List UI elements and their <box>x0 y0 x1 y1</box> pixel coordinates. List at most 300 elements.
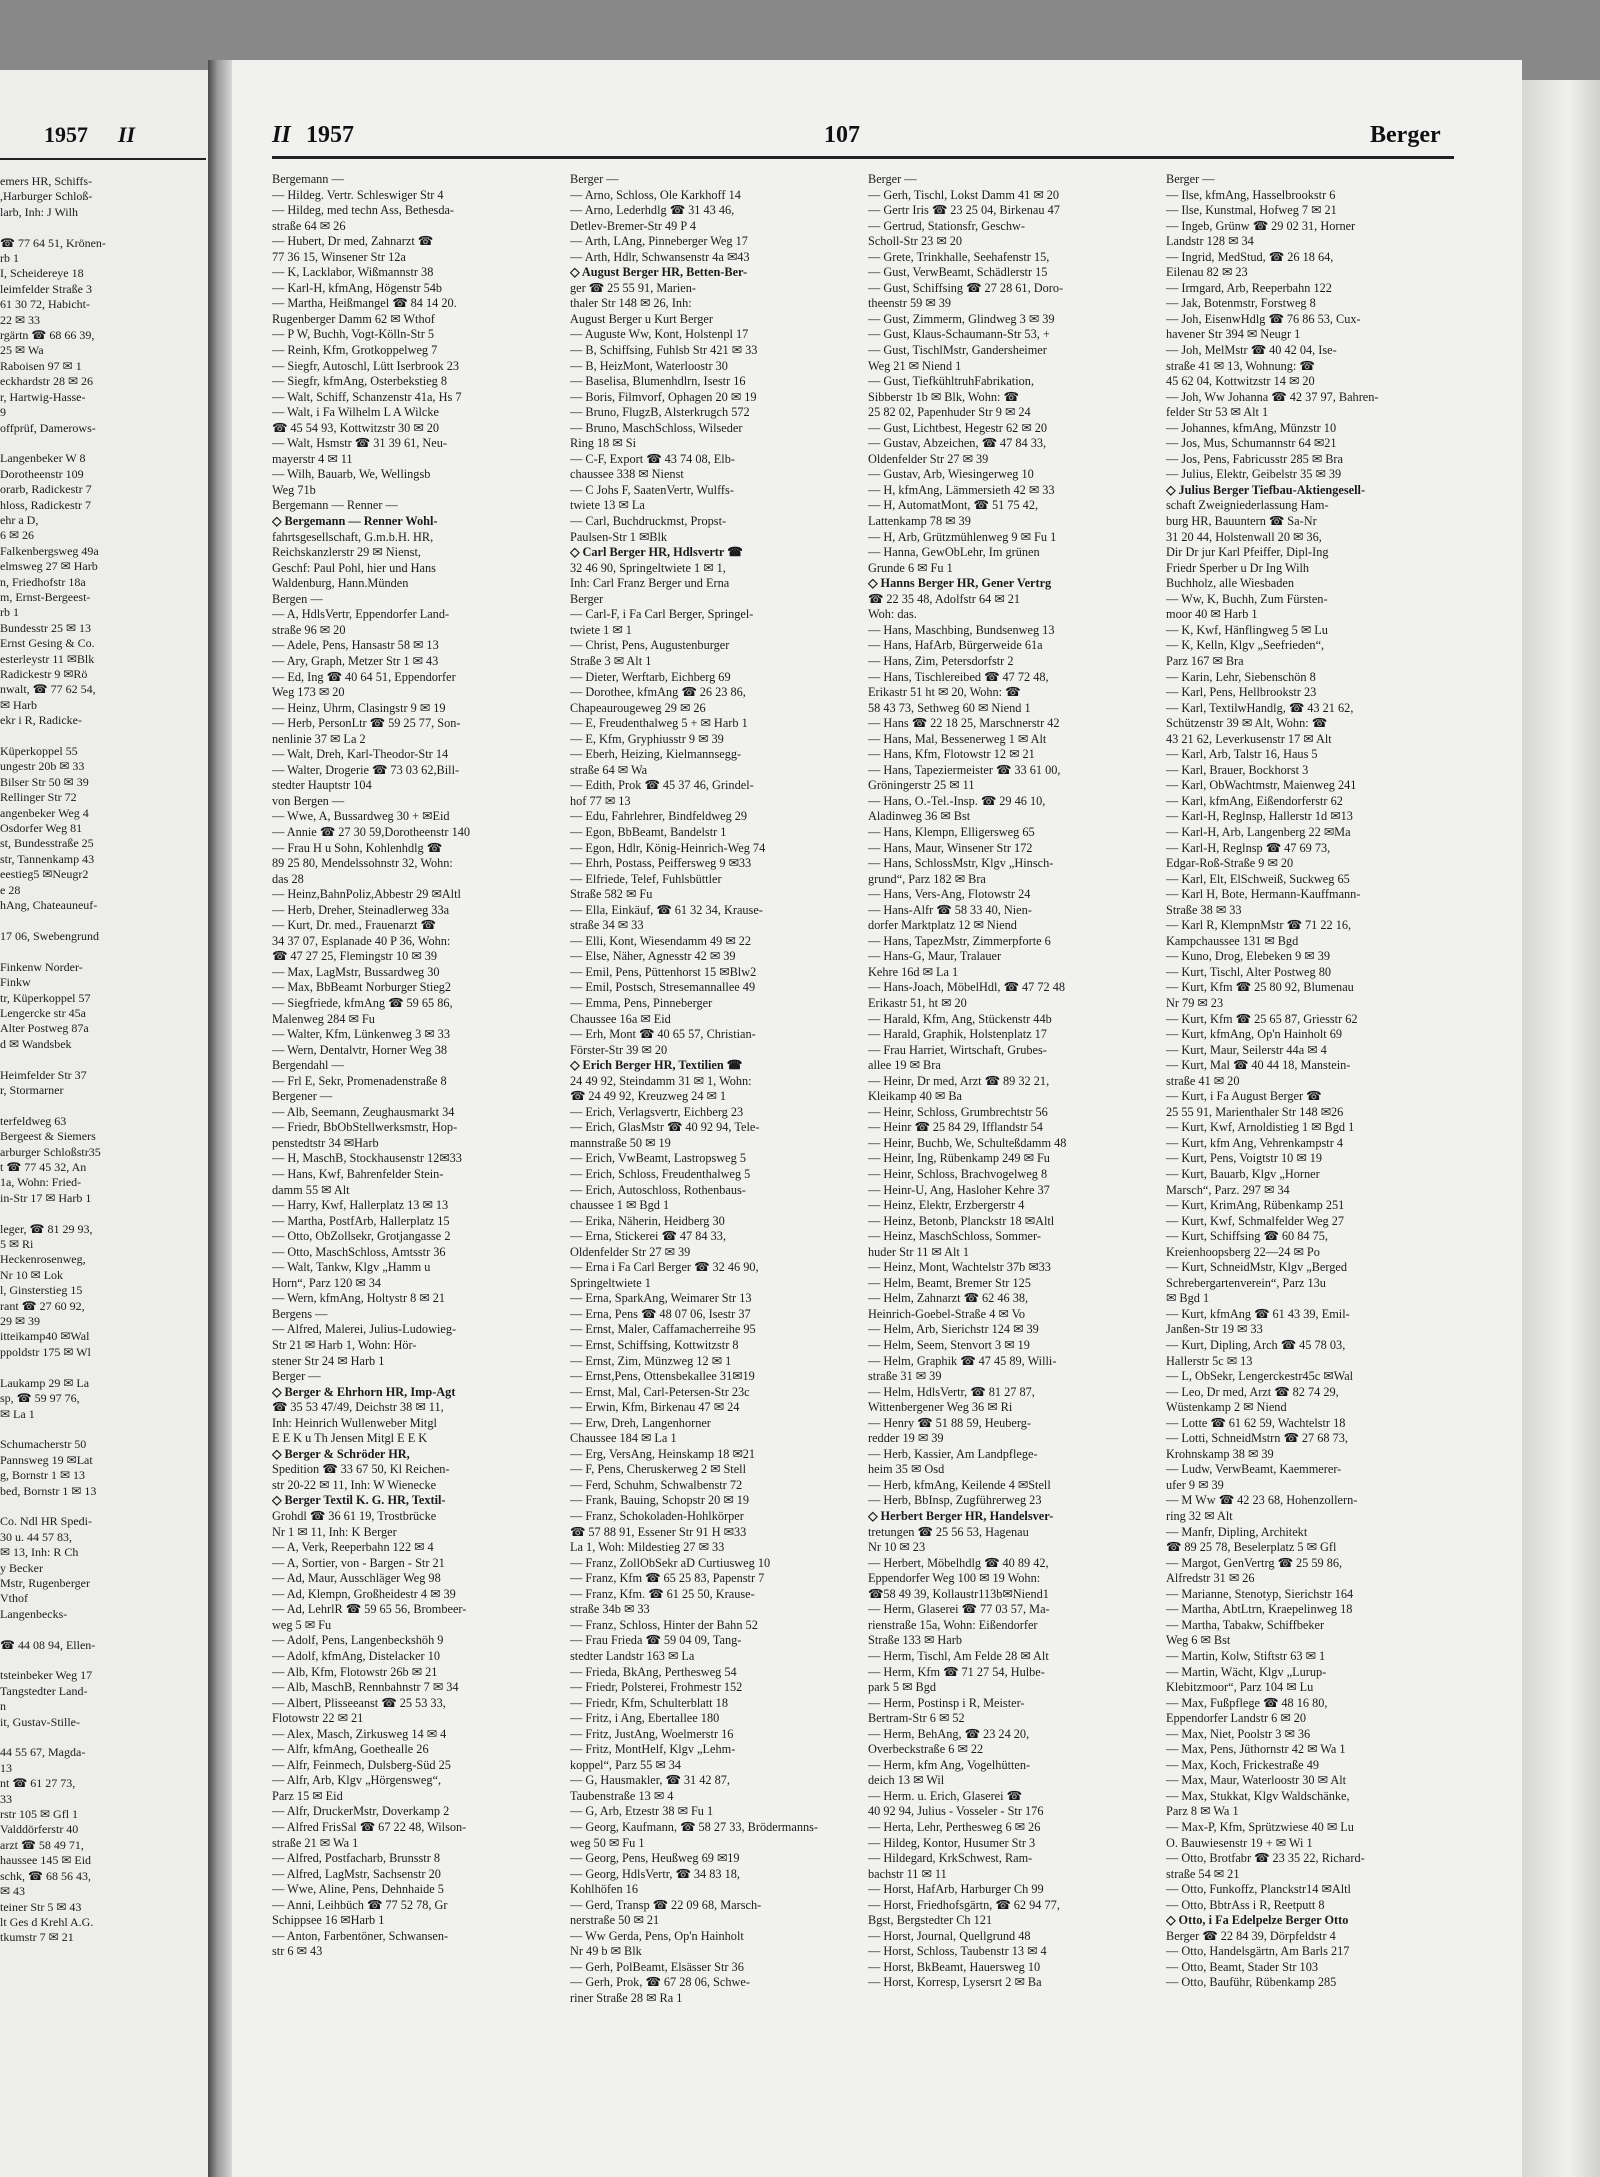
directory-line: Taubenstraße 13 ✉ 4 <box>570 1788 674 1803</box>
directory-line: — Emma, Pens, Pinneberger <box>570 995 713 1010</box>
directory-line: ✉ Bgd 1 <box>1166 1291 1210 1306</box>
directory-line: Tangstedter Land- <box>0 1683 88 1698</box>
directory-line: — Erich, VwBeamt, Lastropsweg 5 <box>570 1151 746 1166</box>
directory-line: — Frau Frieda ☎ 59 04 09, Tang- <box>570 1633 742 1648</box>
directory-line: Weg 71b <box>272 482 316 497</box>
directory-line: — Herm, Postinsp i R, Meister- <box>868 1695 1025 1710</box>
directory-line: ✉ Harb <box>0 697 38 712</box>
directory-line: — Heinz, Uhrm, Clasingstr 9 ✉ 19 <box>272 700 446 715</box>
directory-line: — Wwe, Aline, Pens, Dehnhaide 5 <box>272 1882 444 1897</box>
directory-line: ☎ 35 53 47/49, Deichstr 38 ✉ 11, <box>272 1400 444 1415</box>
directory-line: — Max, Stukkat, Klgv Waldschänke, <box>1166 1788 1350 1803</box>
directory-line: — Gustav, Arb, Wiesingerweg 10 <box>868 467 1034 482</box>
directory-line: — Christ, Pens, Augustenburger <box>570 638 730 653</box>
directory-line: — Heinr-U, Ang, Hasloher Kehre 37 <box>868 1182 1050 1197</box>
directory-line: Nr 10 ✉ Lok <box>0 1267 64 1282</box>
directory-line: — Martin, Wächt, Klgv „Lurup- <box>1166 1664 1327 1679</box>
directory-line: Erikastr 51 ht ✉ 20, Wohn: ☎ <box>868 685 1021 700</box>
directory-line: O. Bauwiesenstr 19 + ✉ Wi 1 <box>1166 1835 1313 1850</box>
directory-line: — Bruno, FlugzB, Alsterkrugch 572 <box>570 405 750 420</box>
directory-line: — Arth, Hdlr, Schwansenstr 4a ✉43 <box>570 249 750 264</box>
directory-line: — Elli, Kont, Wiesendamm 49 ✉ 22 <box>570 933 752 948</box>
directory-line: — Hans, Zim, Petersdorfstr 2 <box>868 653 1014 668</box>
directory-line: nerstraße 50 ✉ 21 <box>570 1913 660 1928</box>
directory-line: Radickestr 9 ✉Rö <box>0 667 88 681</box>
directory-line: straße 96 ✉ 20 <box>272 622 346 637</box>
directory-line: twiete 13 ✉ La <box>570 498 645 513</box>
directory-line: Nr 1 ✉ 11, Inh: K Berger <box>272 1524 397 1539</box>
directory-line: — Horst, BkBeamt, Hauersweg 10 <box>868 1959 1041 1974</box>
directory-line: — Gust, Lichtbest, Hegestr 62 ✉ 20 <box>868 420 1048 435</box>
directory-line: — Erna i Fa Carl Berger ☎ 32 46 90, <box>570 1260 759 1275</box>
directory-line: ☎ 22 35 48, Adolfstr 64 ✉ 21 <box>868 591 1021 606</box>
directory-line: stedter Landstr 163 ✉ La <box>570 1648 695 1663</box>
directory-line: teiner Str 5 ✉ 43 <box>0 1899 82 1914</box>
directory-line: Weg 21 ✉ Niend 1 <box>868 358 962 373</box>
directory-line: Edgar-Roß-Straße 9 ✉ 20 <box>1166 856 1294 871</box>
directory-line: — Herm, Glaserei ☎ 77 03 57, Ma- <box>868 1602 1050 1617</box>
directory-line: 25 82 02, Papenhuder Str 9 ✉ 24 <box>868 405 1031 420</box>
directory-line: — Hildegard, KrkSchwest, Ram- <box>868 1851 1033 1866</box>
directory-line: — Heinz, Mont, Wachtelstr 37b ✉33 <box>868 1260 1051 1275</box>
directory-line: — Wern, Dentalvtr, Horner Weg 38 <box>272 1042 447 1057</box>
directory-line: Kleikamp 40 ✉ Ba <box>868 1089 962 1104</box>
directory-line: straße 41 ✉ 20 <box>1166 1073 1240 1088</box>
directory-line: — Ludw, VerwBeamt, Kaemmerer- <box>1166 1462 1342 1477</box>
directory-line: — Alfr, kfmAng, Goethealle 26 <box>272 1742 429 1757</box>
directory-line: — Arth, LAng, Pinneberger Weg 17 <box>570 234 748 249</box>
directory-line: — B, Schiffsing, Fuhlsb Str 421 ✉ 33 <box>570 343 758 358</box>
directory-line: stener Str 24 ✉ Harb 1 <box>272 1353 385 1368</box>
book-gutter <box>208 60 232 2177</box>
directory-line: nwalt, ☎ 77 62 54, <box>0 682 96 697</box>
directory-line: — Jos, Pens, Fabricusstr 285 ✉ Bra <box>1166 451 1343 466</box>
directory-line: e 28 <box>0 882 21 897</box>
directory-line: n <box>0 1699 6 1714</box>
header-year: 1957 <box>306 122 354 148</box>
directory-line: koppel“, Parz 55 ✉ 34 <box>570 1757 682 1772</box>
directory-line: — Hildeg, Kontor, Husumer Str 3 <box>868 1835 1036 1850</box>
directory-line: Malenweg 284 ✉ Fu <box>272 1011 375 1026</box>
directory-line: — Ad, Maur, Ausschläger Weg 98 <box>272 1571 441 1586</box>
directory-line: r, Stormarner <box>0 1082 64 1097</box>
directory-line: rgärtn ☎ 68 66 39, <box>0 328 95 343</box>
directory-line: — Helm, Seem, Stenvort 3 ✉ 19 <box>868 1338 1030 1353</box>
directory-line: — Lotti, SchneidMstrn ☎ 27 68 73, <box>1166 1431 1349 1446</box>
directory-line: — Frau H u Sohn, Kohlenhdlg ☎ <box>272 840 443 855</box>
directory-line: — M Ww ☎ 42 23 68, Hohenzollern- <box>1166 1493 1358 1508</box>
directory-line: — Hildeg. Vertr. Schleswiger Str 4 <box>272 187 444 202</box>
directory-line: 31 20 44, Holstenwall 20 ✉ 36, <box>1166 529 1322 544</box>
directory-line: — Erna, Pens ☎ 48 07 06, Isestr 37 <box>570 1306 751 1321</box>
directory-line <box>0 1422 206 1437</box>
column-4 <box>1166 172 1451 1991</box>
directory-line: ☎ 57 88 91, Essener Str 91 H ✉33 <box>570 1524 747 1539</box>
directory-line: — Lotte ☎ 61 62 59, Wachtelstr 18 <box>1166 1415 1346 1430</box>
directory-line: Bergemann — <box>272 172 344 186</box>
directory-line: Lattenkamp 78 ✉ 39 <box>868 514 971 529</box>
directory-line: — Gustav, Abzeichen, ☎ 47 84 33, <box>868 436 1047 451</box>
directory-line: Berger <box>570 591 604 606</box>
directory-line: — Ad, Klempn, Großheidestr 4 ✉ 39 <box>272 1586 456 1601</box>
directory-line: — Otto, ObZollsekr, Grotjangasse 2 <box>272 1229 451 1244</box>
directory-line: burg HR, Bauuntern ☎ Sa-Nr <box>1166 514 1317 529</box>
directory-line: — Hans, Vers-Ang, Flotowstr 24 <box>868 887 1031 902</box>
directory-line: Klebitzmoor“, Parz 104 ✉ Lu <box>1166 1680 1314 1695</box>
directory-line: — Helm, Beamt, Bremer Str 125 <box>868 1275 1031 1290</box>
directory-line: Chapeaurougeweg 29 ✉ 26 <box>570 700 706 715</box>
directory-line: — Alb, Seemann, Zeughausmarkt 34 <box>272 1104 455 1119</box>
directory-line: — Arno, Lederhdlg ☎ 31 43 46, <box>570 203 735 218</box>
directory-line: tsteinbeker Weg 17 <box>0 1668 93 1683</box>
directory-line: Paulsen-Str 1 ✉Blk <box>570 529 668 544</box>
directory-line: — K, Kelln, Klgv „Seefrieden“, <box>1166 638 1325 653</box>
directory-line: m, Ernst-Bergeest- <box>0 589 91 604</box>
directory-line: Dir Dr jur Karl Pfeiffer, Dipl-Ing <box>1166 545 1329 560</box>
directory-line: orarb, Radickestr 7 <box>0 482 92 497</box>
directory-line: Straße 38 ✉ 33 <box>1166 902 1242 917</box>
directory-line: ✉ La 1 <box>0 1406 35 1421</box>
directory-line: — H, Arb, Grützmühlenweg 9 ✉ Fu 1 <box>868 529 1057 544</box>
directory-line: von Bergen — <box>272 793 345 808</box>
directory-line: — Gerh, Tischl, Lokst Damm 41 ✉ 20 <box>868 187 1060 202</box>
directory-line: Pannsweg 19 ✉Lat <box>0 1452 93 1467</box>
directory-line: Förster-Str 39 ✉ 20 <box>570 1042 668 1057</box>
directory-line: 24 49 92, Steindamm 31 ✉ 1, Wohn: <box>570 1073 752 1088</box>
directory-line: — Alfred, LagMstr, Sachsenstr 20 <box>272 1866 441 1881</box>
directory-line: terfeldweg 63 <box>0 1113 67 1128</box>
directory-line: arzt ☎ 58 49 71, <box>0 1837 84 1852</box>
directory-line: — Karl-H, Arb, Langenberg 22 ✉Ma <box>1166 824 1351 839</box>
directory-line: — Kurt, Tischl, Alter Postweg 80 <box>1166 964 1331 979</box>
directory-line: — Alfr, Feinmech, Dulsberg-Süd 25 <box>272 1757 451 1772</box>
directory-line: dorfer Marktplatz 12 ✉ Niend <box>868 918 1017 933</box>
directory-line: Parz 8 ✉ Wa 1 <box>1166 1804 1239 1819</box>
directory-line: — Siegfr, Autoschl, Lütt Iserbrook 23 <box>272 358 460 373</box>
directory-line: st, Bundesstraße 25 <box>0 836 94 851</box>
directory-line: — Heinr, Schloss, Brachvogelweg 8 <box>868 1167 1048 1181</box>
directory-line: Finkw <box>0 975 31 990</box>
directory-line: str 20-22 ✉ 11, Inh: W Wienecke <box>272 1477 437 1492</box>
left-page-part: II <box>118 122 136 147</box>
directory-line: — Frau Harriet, Wirtschaft, Grubes- <box>868 1042 1047 1057</box>
directory-line: — Reinh, Kfm, Grotkoppelweg 7 <box>272 343 438 358</box>
directory-line: rb 1 <box>0 605 19 620</box>
directory-line: ,Harburger Schloß- <box>0 189 93 204</box>
directory-line: Overbeckstraße 6 ✉ 22 <box>868 1742 984 1757</box>
right-page <box>232 60 1522 2177</box>
directory-line: — Joh, EisenwHdlg ☎ 76 86 53, Cux- <box>1166 311 1361 326</box>
directory-line: riner Straße 28 ✉ Ra 1 <box>570 1990 683 2005</box>
directory-line: 33 <box>0 1791 12 1806</box>
directory-line: Wittenbergener Weg 36 ✉ Ri <box>868 1400 1013 1415</box>
directory-line: Mstr, Rugenberger <box>0 1575 90 1590</box>
directory-line: — Ingrid, MedStud, ☎ 26 18 64, <box>1166 249 1334 264</box>
directory-line: — Heinr, Buchb, We, Schulteßdamm 48 <box>868 1135 1067 1150</box>
directory-line: deich 13 ✉ Wil <box>868 1773 945 1788</box>
directory-line: — Ferd, Schuhm, Schwalbenstr 72 <box>570 1477 743 1492</box>
directory-line: — Kurt, Pens, Voigtstr 10 ✉ 19 <box>1166 1151 1323 1166</box>
directory-line <box>0 436 206 451</box>
directory-line: — Karl R, KlempnMstr ☎ 71 22 16, <box>1166 918 1352 933</box>
directory-line: — Erich, GlasMstr ☎ 40 92 94, Tele- <box>570 1120 760 1135</box>
directory-line: — Else, Näher, Agnesstr 42 ✉ 39 <box>570 949 736 964</box>
directory-line: — Martha, Heißmangel ☎ 84 14 20. <box>272 296 457 311</box>
directory-line: Schrebergartenverein“, Parz 13u <box>1166 1275 1326 1290</box>
directory-line: Co. Ndl HR Spedi- <box>0 1514 93 1529</box>
directory-line: — Heinz, Betonb, Planckstr 18 ✉Altl <box>868 1213 1055 1228</box>
directory-line: — Harald, Kfm, Ang, Stückenstr 44b <box>868 1011 1052 1026</box>
directory-line: — Herb, BbInsp, Zugführerweg 23 <box>868 1493 1042 1508</box>
directory-line: — Hans, Klempn, Elligersweg 65 <box>868 824 1035 839</box>
directory-line: — Hans, Maur, Winsener Str 172 <box>868 840 1033 855</box>
directory-line: das 28 <box>272 871 304 886</box>
directory-line: ◇ Otto, i Fa Edelpelze Berger Otto <box>1166 1913 1349 1928</box>
directory-line: — L, ObSekr, Lengerckestr45c ✉Wal <box>1166 1369 1354 1384</box>
directory-line: — Gust, TiefkühltruhFabrikation, <box>868 374 1035 389</box>
directory-line: Valddörferstr 40 <box>0 1822 79 1837</box>
directory-line: — Heinr, Schloss, Grumbrechtstr 56 <box>868 1104 1048 1119</box>
directory-line: — Kurt, Mal ☎ 40 44 18, Manstein- <box>1166 1058 1351 1073</box>
directory-line: esterleystr 11 ✉Blk <box>0 651 95 666</box>
directory-line: straße 21 ✉ Wa 1 <box>272 1835 359 1850</box>
directory-line: — Friedr, Polsterei, Frohmestr 152 <box>570 1680 743 1695</box>
directory-line: — Frank, Bauing, Schopstr 20 ✉ 19 <box>570 1493 750 1508</box>
directory-line: mayerstr 4 ✉ 11 <box>272 451 353 466</box>
directory-line: — Gust, VerwBeamt, Schädlerstr 15 <box>868 265 1048 280</box>
directory-line: — Herta, Lehr, Perthesweg 6 ✉ 26 <box>868 1819 1041 1834</box>
directory-line: Eppendorfer Weg 100 ✉ 19 Wohn: <box>868 1571 1041 1586</box>
directory-line: — Otto, Brotfabr ☎ 23 35 22, Richard- <box>1166 1851 1365 1866</box>
directory-line: Woh: das. <box>868 607 917 622</box>
directory-line: rstr 105 ✉ Gfl 1 <box>0 1807 79 1822</box>
directory-line: 25 ✉ Wa <box>0 343 44 358</box>
directory-line: straße 41 ✉ 13, Wohnung: ☎ <box>1166 358 1315 373</box>
directory-line: Straße 582 ✉ Fu <box>570 887 653 902</box>
directory-line: Weg 173 ✉ 20 <box>272 685 345 700</box>
directory-line: ✉ 43 <box>0 1884 26 1899</box>
directory-line: Ernst Gesing & Co. <box>0 636 95 651</box>
directory-line: — Georg, Pens, Heußweg 69 ✉19 <box>570 1851 740 1866</box>
directory-line: — Fritz, i Ang, Ebertallee 180 <box>570 1711 720 1726</box>
directory-line: — Helm, HdlsVertr, ☎ 81 27 87, <box>868 1384 1035 1399</box>
directory-line: — A, Verk, Reeperbahn 122 ✉ 4 <box>272 1540 434 1555</box>
directory-line: Rugenberger Damm 62 ✉ Wthof <box>272 311 435 326</box>
directory-line: nenlinie 37 ✉ La 2 <box>272 731 366 746</box>
directory-line: — Otto, Beamt, Stader Str 103 <box>1166 1959 1318 1974</box>
directory-line: Bergemann — Renner — <box>272 498 398 513</box>
directory-line: Schumacherstr 50 <box>0 1437 87 1452</box>
directory-line: Gröningerstr 25 ✉ 11 <box>868 778 975 793</box>
directory-line: — Ernst, Zim, Münzweg 12 ✉ 1 <box>570 1353 732 1368</box>
directory-line: Ring 18 ✉ Si <box>570 436 636 451</box>
directory-line: — Eberh, Heizing, Kielmannsegg- <box>570 747 742 762</box>
directory-line: Bertram-Str 6 ✉ 52 <box>868 1711 965 1726</box>
directory-line: 13 <box>0 1760 12 1775</box>
directory-line: — Erna, SparkAng, Weimarer Str 13 <box>570 1291 752 1306</box>
directory-line: Berger ☎ 22 84 39, Dörpfeldstr 4 <box>1166 1928 1336 1943</box>
directory-line: — Otto, Funkoffz, Planckstr14 ✉Altl <box>1166 1882 1351 1897</box>
directory-line: straße 54 ✉ 21 <box>1166 1866 1240 1881</box>
directory-line: Parz 15 ✉ Eid <box>272 1788 343 1803</box>
directory-line: mannstraße 50 ✉ 19 <box>570 1135 671 1150</box>
directory-line: Berger — <box>272 1369 321 1384</box>
directory-line: Schützenstr 39 ✉ Alt, Wohn: ☎ <box>1166 716 1328 731</box>
directory-line: Alter Postweg 87a <box>0 1021 89 1036</box>
directory-line: ☎58 49 39, Kollaustr113b✉Niend1 <box>868 1586 1049 1601</box>
directory-line: — Hildeg, med techn Ass, Bethesda- <box>272 203 455 218</box>
directory-line: La 1, Woh: Mildestieg 27 ✉ 33 <box>570 1540 725 1555</box>
directory-line: — Helm, Zahnarzt ☎ 62 46 38, <box>868 1291 1029 1306</box>
directory-line: — K, Lacklabor, Wißmannstr 38 <box>272 265 434 280</box>
directory-line: — Herm, Tischl, Am Felde 28 ✉ Alt <box>868 1648 1049 1663</box>
directory-line: — Alfred, Postfacharb, Brunsstr 8 <box>272 1851 441 1866</box>
directory-line: 58 43 73, Sethweg 60 ✉ Niend 1 <box>868 700 1031 715</box>
directory-line: — Horst, Friedhofsgärtn, ☎ 62 94 77, <box>868 1897 1060 1912</box>
directory-line: ◇ Berger & Schröder HR, <box>272 1446 410 1461</box>
directory-line: r, Hartwig-Hasse- <box>0 389 86 404</box>
directory-line: — Helm, Graphik ☎ 47 45 89, Willi- <box>868 1353 1057 1368</box>
directory-line: arburger Schloßstr35 <box>0 1144 101 1159</box>
right-page-header <box>232 122 1522 158</box>
directory-line: — Kurt, i Fa August Berger ☎ <box>1166 1089 1322 1104</box>
directory-line: Heinrich-Goebel-Straße 4 ✉ Vo <box>868 1306 1026 1321</box>
directory-line: allee 19 ✉ Bra <box>868 1058 941 1073</box>
directory-line: — Gust, Zimmerm, Glindweg 3 ✉ 39 <box>868 311 1055 326</box>
directory-line: y Becker <box>0 1560 43 1575</box>
directory-line: Springeltwiete 1 <box>570 1275 651 1290</box>
directory-line: — Martha, AbtLtrn, Kraepelinweg 18 <box>1166 1602 1353 1617</box>
directory-line: Finkenw Norder- <box>0 959 83 974</box>
directory-line: tkumstr 7 ✉ 21 <box>0 1930 74 1945</box>
directory-line: — Henry ☎ 51 88 59, Heuberg- <box>868 1415 1031 1430</box>
directory-line: — Gerh, Prok, ☎ 67 28 06, Schwe- <box>570 1975 750 1990</box>
directory-line: Chaussee 16a ✉ Eid <box>570 1011 671 1026</box>
directory-line: ☎ 44 08 94, Ellen- <box>0 1637 96 1652</box>
directory-line: — Adolf, Pens, Langenbeckshöh 9 <box>272 1633 444 1648</box>
directory-line: Grohdl ☎ 36 61 19, Trostbrücke <box>272 1509 437 1524</box>
directory-line: August Berger u Kurt Berger <box>570 311 713 326</box>
directory-line: — Harald, Graphik, Holstenplatz 17 <box>868 1027 1047 1042</box>
directory-line: — Carl, Buchdruckmst, Propst- <box>570 514 727 529</box>
directory-line: — Franz, Schloss, Hinter der Bahn 52 <box>570 1617 758 1632</box>
directory-line: — Adele, Pens, Hansastr 58 ✉ 13 <box>272 638 439 653</box>
directory-line: Nr 79 ✉ 23 <box>1166 995 1224 1010</box>
directory-line: — Otto, Handelsgärtn, Am Barls 217 <box>1166 1944 1350 1959</box>
left-page <box>0 70 208 2177</box>
directory-line: Weg 6 ✉ Bst <box>1166 1633 1231 1648</box>
directory-line: — Kurt, kfmAng ☎ 61 43 39, Emil- <box>1166 1306 1350 1321</box>
directory-line: straße 31 ✉ 39 <box>868 1369 942 1384</box>
directory-line: — Karl, Elt, ElSchweiß, Suckweg 65 <box>1166 871 1350 886</box>
directory-line: — Herb, kfmAng, Keilende 4 ✉Stell <box>868 1477 1051 1492</box>
directory-line: Eppendorfer Landstr 6 ✉ 20 <box>1166 1711 1307 1726</box>
directory-line: havener Str 394 ✉ Neugr 1 <box>1166 327 1301 342</box>
directory-line: itteikamp40 ✉Wal <box>0 1329 90 1344</box>
directory-line: weg 5 ✉ Fu <box>272 1617 332 1632</box>
directory-line: — A, HdlsVertr, Eppendorfer Land- <box>272 607 450 622</box>
directory-line: 30 u. 44 57 83, <box>0 1529 72 1544</box>
directory-line: ungestr 20b ✉ 33 <box>0 759 85 774</box>
directory-line: straße 34b ✉ 33 <box>570 1602 650 1617</box>
directory-line <box>0 220 206 235</box>
directory-line: — Horst, Journal, Quellgrund 48 <box>868 1928 1031 1943</box>
directory-line <box>0 1206 206 1221</box>
directory-line: Inh: Carl Franz Berger und Erna <box>570 576 730 591</box>
directory-line: — Kurt, Kwf, Arnoldistieg 1 ✉ Bgd 1 <box>1166 1120 1355 1135</box>
directory-line: bachstr 11 ✉ 11 <box>868 1866 947 1881</box>
directory-line: Küperkoppel 55 <box>0 744 78 759</box>
directory-line: — Karl, ObWachtmstr, Maienweg 241 <box>1166 778 1357 793</box>
directory-line: — Erich, Schloss, Freudenthalweg 5 <box>570 1167 751 1181</box>
directory-line: — Hans ☎ 22 18 25, Marschnerstr 42 <box>868 716 1060 731</box>
directory-line: — Max, Maur, Waterloostr 30 ✉ Alt <box>1166 1773 1347 1788</box>
directory-line: 89 25 80, Mendelssohnstr 32, Wohn: <box>272 856 453 871</box>
directory-line: — Kurt, Kwf, Schmalfelder Weg 27 <box>1166 1213 1345 1228</box>
directory-line: fahrtsgesellschaft, G.m.b.H. HR, <box>272 529 434 544</box>
directory-line: felder Str 53 ✉ Alt 1 <box>1166 405 1269 420</box>
directory-line: Falkenbergsweg 49a <box>0 543 99 558</box>
directory-line: leimfelder Straße 3 <box>0 281 92 296</box>
directory-line <box>0 1730 206 1745</box>
directory-line: Janßen-Str 19 ✉ 33 <box>1166 1322 1263 1337</box>
directory-line: — Herm, BehAng, ☎ 23 24 20, <box>868 1726 1030 1741</box>
directory-line: — Ary, Graph, Metzer Str 1 ✉ 43 <box>272 653 439 668</box>
directory-line: — Kurt, Dr. med., Frauenarzt ☎ <box>272 918 436 933</box>
directory-line: 34 37 07, Esplanade 40 P 36, Wohn: <box>272 933 451 948</box>
directory-line: — Emil, Pens, Püttenhorst 15 ✉Blw2 <box>570 964 757 979</box>
directory-line: — Ernst, Maler, Caffamacherreihe 95 <box>570 1322 756 1337</box>
directory-line: Kehre 16d ✉ La 1 <box>868 964 959 979</box>
directory-line: — Hans, Maschbing, Bundsenweg 13 <box>868 622 1055 637</box>
directory-line: — Karl-H, Reglnsp, Hallerstr 1d ✉13 <box>1166 809 1353 824</box>
directory-line: leger, ☎ 81 29 93, <box>0 1221 93 1236</box>
directory-line: — Gust, Schiffsing ☎ 27 28 61, Doro- <box>868 280 1064 295</box>
directory-line: — Kurt, Schiffsing ☎ 60 84 75, <box>1166 1229 1328 1244</box>
directory-line: — Grete, Trinkhalle, Seehafenstr 15, <box>868 249 1050 264</box>
directory-line: ☎ 77 64 51, Krönen- <box>0 235 106 250</box>
directory-line: Friedr Sperber u Dr Ing Wilh <box>1166 560 1310 575</box>
directory-line: — Gerd, Transp ☎ 22 09 68, Marsch- <box>570 1897 762 1912</box>
directory-line: — Leo, Dr med, Arzt ☎ 82 74 29, <box>1166 1384 1339 1399</box>
directory-line: stedter Hauptstr 104 <box>272 778 372 793</box>
directory-line: ✉ 13, Inh: R Ch <box>0 1545 79 1560</box>
directory-line: E E K u Th Jensen Mitgl E E K <box>272 1431 428 1446</box>
directory-line: — Hans, O.-Tel.-Insp. ☎ 29 46 10, <box>868 793 1046 808</box>
directory-line: ◇ August Berger HR, Betten-Ber- <box>570 265 748 280</box>
directory-line: — Max, Niet, Poolstr 3 ✉ 36 <box>1166 1726 1311 1741</box>
directory-line: d ✉ Wandsbek <box>0 1036 72 1051</box>
directory-line: Buchholz, alle Wiesbaden <box>1166 576 1295 591</box>
directory-line: Rellinger Str 72 <box>0 790 77 805</box>
directory-line: 29 ✉ 39 <box>0 1314 41 1329</box>
directory-line: park 5 ✉ Bgd <box>868 1680 937 1695</box>
directory-line: tr, Küperkoppel 57 <box>0 990 91 1005</box>
directory-line: — Ingeb, Grünw ☎ 29 02 31, Horner <box>1166 218 1356 233</box>
directory-line: 6 ✉ 26 <box>0 528 35 543</box>
directory-line: — Kurt, Maur, Seilerstr 44a ✉ 4 <box>1166 1042 1327 1057</box>
directory-line: — Auguste Ww, Kont, Holstenpl 17 <box>570 327 749 342</box>
directory-line: — Walter, Kfm, Lünkenweg 3 ✉ 33 <box>272 1027 450 1042</box>
directory-line: — Franz, Kfm ☎ 65 25 83, Papenstr 7 <box>570 1571 765 1586</box>
directory-line: — Irmgard, Arb, Reeperbahn 122 <box>1166 280 1332 295</box>
directory-line: — Margot, GenVertrg ☎ 25 59 86, <box>1166 1555 1343 1570</box>
directory-line <box>0 1052 206 1067</box>
directory-line: thaler Str 148 ✉ 26, Inh: <box>570 296 692 311</box>
directory-line: Straße 3 ✉ Alt 1 <box>570 653 652 668</box>
directory-line: — Annie ☎ 27 30 59,Dorotheenstr 140 <box>272 824 471 839</box>
directory-line: — Hans, Kwf, Bahrenfelder Stein- <box>272 1167 444 1181</box>
